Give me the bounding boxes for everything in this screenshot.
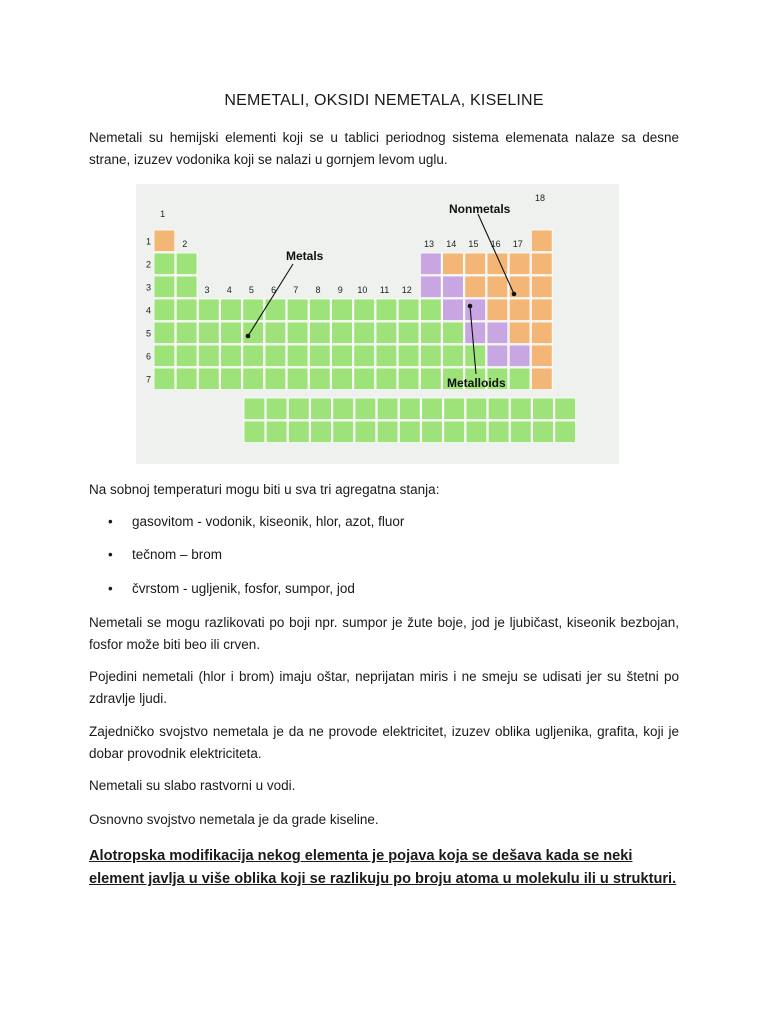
element-cell bbox=[176, 322, 197, 344]
bullet-icon: • bbox=[108, 581, 113, 596]
element-cell bbox=[443, 322, 464, 344]
group-number: 13 bbox=[423, 239, 435, 249]
element-cell bbox=[287, 322, 308, 344]
metalloids-pointer-dot bbox=[468, 304, 473, 309]
element-cell bbox=[444, 398, 465, 420]
element-cell bbox=[176, 276, 197, 298]
element-cell bbox=[420, 276, 441, 298]
element-cell bbox=[531, 299, 552, 321]
element-cell bbox=[420, 299, 441, 321]
element-cell bbox=[465, 253, 486, 275]
element-cell bbox=[198, 299, 219, 321]
element-cell bbox=[398, 345, 419, 367]
element-cell bbox=[509, 345, 530, 367]
bullet-icon: • bbox=[108, 547, 113, 562]
element-cell bbox=[154, 253, 175, 275]
group-number: 11 bbox=[379, 285, 390, 295]
element-cell bbox=[420, 253, 441, 275]
list-item: • tečnom – brom bbox=[108, 544, 222, 566]
element-cell bbox=[354, 368, 375, 390]
element-cell bbox=[221, 322, 242, 344]
element-cell bbox=[333, 421, 354, 443]
element-cell bbox=[487, 299, 508, 321]
element-cell bbox=[154, 230, 175, 252]
element-cell bbox=[176, 345, 197, 367]
element-cell bbox=[287, 368, 308, 390]
page-title: NEMETALI, OKSIDI NEMETALA, KISELINE bbox=[224, 92, 544, 109]
period-number: 4 bbox=[146, 305, 152, 316]
paragraph-conductivity: Zajedničko svojstvo nemetala je da ne provode elektricitet, izuzev oblika ugljenika, grafita, koji je dobar provodnik elektriciteta. bbox=[89, 724, 679, 761]
element-cell bbox=[509, 253, 530, 275]
list-item: • gasovitom - vodonik, kiseonik, hlor, azot, fluor bbox=[108, 511, 404, 533]
group-number: 8 bbox=[315, 285, 321, 295]
element-cell bbox=[487, 345, 508, 367]
paragraph-color: Nemetali se mogu razlikovati po boji npr. sumpor je žute boje, jod je ljubičast, kiseonik bezbojan, fosfor može biti beo ili crven. bbox=[89, 615, 679, 652]
element-cell bbox=[510, 398, 531, 420]
element-cell bbox=[509, 299, 530, 321]
element-cell bbox=[243, 368, 264, 390]
period-number: 7 bbox=[146, 374, 152, 385]
element-cell bbox=[509, 368, 530, 390]
element-cell bbox=[399, 421, 420, 443]
element-cell bbox=[377, 421, 398, 443]
element-cell bbox=[399, 398, 420, 420]
element-cell bbox=[376, 322, 397, 344]
element-cell bbox=[420, 322, 441, 344]
element-cell bbox=[333, 398, 354, 420]
element-cell bbox=[288, 421, 309, 443]
element-cell bbox=[311, 398, 332, 420]
element-cell bbox=[398, 322, 419, 344]
element-cell bbox=[354, 299, 375, 321]
group-number: 6 bbox=[271, 285, 277, 295]
element-cell bbox=[531, 345, 552, 367]
element-cell bbox=[420, 345, 441, 367]
list-item: • čvrstom - ugljenik, fosfor, sumpor, jod bbox=[108, 578, 355, 600]
element-cell bbox=[465, 322, 486, 344]
element-cell bbox=[309, 299, 330, 321]
element-cell bbox=[422, 421, 443, 443]
element-cell bbox=[176, 253, 197, 275]
element-cell bbox=[555, 398, 576, 420]
element-cell bbox=[398, 368, 419, 390]
period-number: 1 bbox=[146, 236, 152, 247]
element-cell bbox=[154, 276, 175, 298]
element-cell bbox=[488, 421, 509, 443]
element-cell bbox=[531, 253, 552, 275]
element-cell bbox=[444, 421, 465, 443]
element-cell bbox=[243, 299, 264, 321]
period-number: 3 bbox=[146, 282, 152, 293]
group-number: 14 bbox=[446, 239, 457, 249]
period-number: 5 bbox=[146, 328, 152, 339]
element-cell bbox=[265, 368, 286, 390]
element-cell bbox=[221, 345, 242, 367]
element-cell bbox=[176, 368, 197, 390]
element-cell bbox=[266, 421, 287, 443]
element-cell bbox=[354, 322, 375, 344]
element-cell bbox=[266, 398, 287, 420]
group-number: 1 bbox=[160, 209, 166, 219]
element-cell bbox=[221, 299, 242, 321]
group-number: 4 bbox=[226, 285, 232, 295]
element-cell bbox=[443, 253, 464, 275]
element-cell bbox=[243, 345, 264, 367]
element-cell bbox=[555, 421, 576, 443]
element-cell bbox=[265, 299, 286, 321]
nonmetals-pointer-dot bbox=[512, 292, 517, 297]
group-number: 2 bbox=[182, 239, 188, 249]
element-cell bbox=[176, 299, 197, 321]
element-cell bbox=[531, 322, 552, 344]
group-number: 7 bbox=[293, 285, 299, 295]
element-cell bbox=[332, 299, 353, 321]
allotropy-definition: Alotropska modifikacija nekog elementa je pojava koja se dešava kada se neki element javlja u više oblika koji se razlikuju po broju atoma u molekulu ili u strukturi. bbox=[89, 848, 677, 887]
element-cell bbox=[377, 398, 398, 420]
element-cell bbox=[487, 276, 508, 298]
element-cell bbox=[154, 368, 175, 390]
element-cell bbox=[198, 345, 219, 367]
group-number: 15 bbox=[468, 239, 479, 249]
element-cell bbox=[243, 322, 264, 344]
element-cell bbox=[309, 345, 330, 367]
element-cell bbox=[309, 322, 330, 344]
group-number: 16 bbox=[490, 239, 501, 249]
element-cell bbox=[398, 299, 419, 321]
element-cell bbox=[198, 322, 219, 344]
group-number: 9 bbox=[337, 285, 343, 295]
metalloids-label: Metalloids bbox=[447, 376, 506, 390]
periodic-table-figure bbox=[136, 184, 619, 464]
element-cell bbox=[198, 368, 219, 390]
element-cell bbox=[332, 368, 353, 390]
metals-pointer-dot bbox=[246, 334, 251, 339]
element-cell bbox=[332, 322, 353, 344]
element-cell bbox=[311, 421, 332, 443]
element-cell bbox=[154, 322, 175, 344]
element-cell bbox=[531, 276, 552, 298]
element-cell bbox=[465, 276, 486, 298]
element-cell bbox=[244, 421, 265, 443]
element-cell bbox=[288, 398, 309, 420]
element-cell bbox=[531, 368, 552, 390]
element-cell bbox=[221, 368, 242, 390]
element-cell bbox=[287, 299, 308, 321]
group-number: 17 bbox=[512, 239, 523, 249]
element-cell bbox=[510, 421, 531, 443]
element-cell bbox=[509, 322, 530, 344]
metals-label: Metals bbox=[286, 249, 324, 263]
element-cell bbox=[355, 421, 376, 443]
element-cell bbox=[154, 299, 175, 321]
element-cell bbox=[376, 345, 397, 367]
element-cell bbox=[443, 276, 464, 298]
element-cell bbox=[465, 299, 486, 321]
element-cell bbox=[422, 398, 443, 420]
element-cell bbox=[244, 398, 265, 420]
element-cell bbox=[355, 398, 376, 420]
period-number: 6 bbox=[146, 351, 152, 362]
group-number: 5 bbox=[248, 285, 254, 295]
element-cell bbox=[376, 299, 397, 321]
paragraph-solubility: Nemetali su slabo rastvorni u vodi. bbox=[89, 778, 296, 793]
element-cell bbox=[533, 421, 554, 443]
group-number: 10 bbox=[357, 285, 368, 295]
element-cell bbox=[354, 345, 375, 367]
element-cell bbox=[533, 398, 554, 420]
element-cell bbox=[154, 345, 175, 367]
bullet-icon: • bbox=[108, 514, 113, 529]
states-intro: Na sobnoj temperaturi mogu biti u sva tri agregatna stanja: bbox=[89, 482, 440, 497]
element-cell bbox=[488, 398, 509, 420]
element-cell bbox=[531, 230, 552, 252]
group-number: 3 bbox=[204, 285, 210, 295]
period-number: 2 bbox=[146, 259, 152, 270]
element-cell bbox=[309, 368, 330, 390]
intro-paragraph: Nemetali su hemijski elementi koji se u tablici periodnog sistema elemenata nalaze sa desne strane, izuzev vodonika koji se nalazi u gornjem levom uglu. bbox=[89, 130, 679, 167]
element-cell bbox=[443, 299, 464, 321]
element-cell bbox=[466, 421, 487, 443]
nonmetals-label: Nonmetals bbox=[449, 202, 511, 216]
paragraph-smell: Pojedini nemetali (hlor i brom) imaju oštar, neprijatan miris i ne smeju se udisati jer su štetni po zdravlje ljudi. bbox=[89, 669, 679, 706]
element-cell bbox=[332, 345, 353, 367]
element-cell bbox=[420, 368, 441, 390]
element-cell bbox=[265, 322, 286, 344]
element-cell bbox=[265, 345, 286, 367]
group-number: 18 bbox=[534, 193, 546, 203]
paragraph-acids: Osnovno svojstvo nemetala je da grade kiseline. bbox=[89, 812, 379, 827]
element-cell bbox=[487, 322, 508, 344]
element-cell bbox=[287, 345, 308, 367]
element-cell bbox=[466, 398, 487, 420]
element-cell bbox=[376, 368, 397, 390]
element-cell bbox=[443, 345, 464, 367]
group-number: 12 bbox=[401, 285, 412, 295]
